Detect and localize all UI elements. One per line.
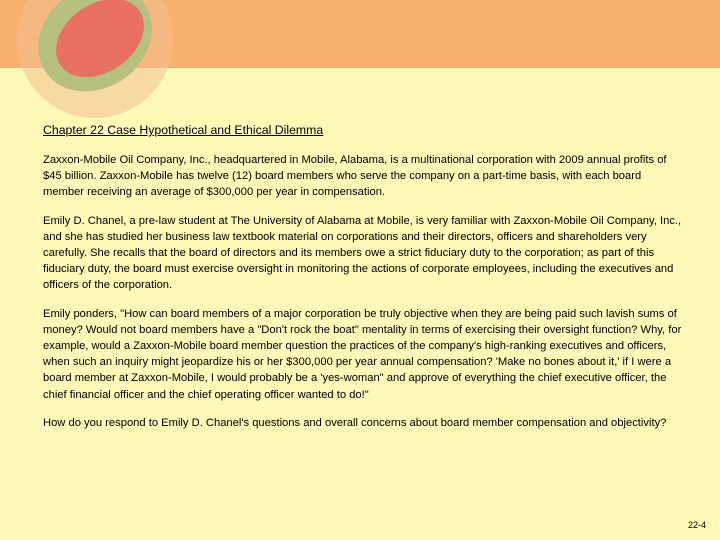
header-dots: . . . bbox=[440, 40, 464, 46]
paragraph-emily-ponders: Emily ponders, "How can board members of a major corporation be truly objective when they are being paid such lavish sums of money? Would not board members have a "Don't rock the boat" mentality in terms of exercising their oversight function? Why, for example, would a Zaxxon-Mobile board member question the practices of the company's high-ranking executives and officers, when such an inquiry might jeopardize his or her $300,000 per year annual compensation? 'Make no bones about it,' if I were a board member at Zaxxon-Mobile, I would probably be a 'yes-woman" and approve of everything the chief executive officer, the chief financial officer and the chief operating officer wanted to do!" bbox=[43, 307, 682, 401]
decorative-swoosh bbox=[0, 0, 260, 120]
paragraph-emily-background: Emily D. Chanel, a pre-law student at The University of Alabama at Mobile, is very familiar with Zaxxon-Mobile Oil Company, Inc., and she has studied her business law textbook material on corporations and their directors, officers and shareholders very carefully. She recalls that the board of directors and its members owe a strict fiduciary duty to the corporation; as part of this fiduciary duty, the board must exercise oversight in monitoring the actions of corporate employees, including the executives and officers of the corporation. bbox=[43, 214, 682, 292]
paragraph-intro: Zaxxon-Mobile Oil Company, Inc., headquartered in Mobile, Alabama, is a multinational corporation with 2009 annual profits of $45 billion. Zaxxon-Mobile has twelve (12) board members who serve the company on a part-time basis, with each board member receiving an average of $300,000 per year in compensation. bbox=[43, 154, 667, 199]
page-number: 22-4 bbox=[687, 520, 706, 530]
slide-title: Chapter 22 Case Hypothetical and Ethical Dilemma bbox=[43, 123, 324, 137]
slide-content bbox=[43, 122, 683, 443]
paragraph-question: How do you respond to Emily D. Chanel's questions and overall concerns about board member compensation and objectivity? bbox=[43, 416, 667, 429]
